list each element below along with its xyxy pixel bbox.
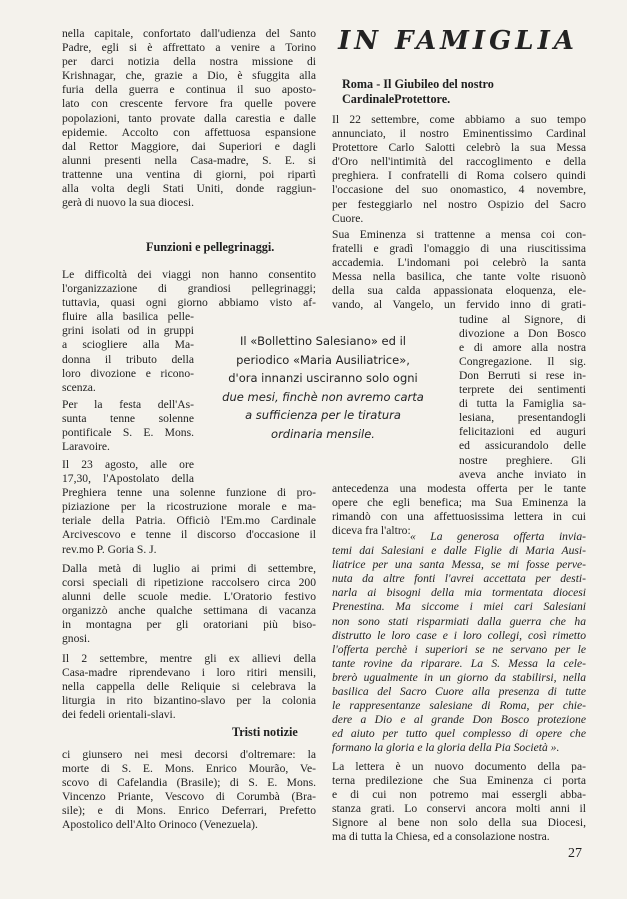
text-line: Cuore. (332, 211, 364, 225)
text-line: di tutta la Famiglia sa- (459, 397, 586, 411)
article-title-roma (342, 77, 592, 106)
text-line: Protettore Carlo Salotti celebrò la sua Messa (332, 141, 586, 155)
text-line: dei fedeli orientali-slavi. (62, 708, 176, 722)
text-line: lesiana, presentandogli (459, 411, 586, 425)
text-line: tudine al Signore, di (459, 312, 586, 326)
text-line: pontificale S. E. Mons. (62, 426, 194, 440)
intro-paragraph (62, 27, 316, 210)
section-title-tristi: Tristi notizie (232, 725, 298, 739)
text-line: piziazione per la ricostruzione morale e ma- (62, 500, 316, 514)
text-line: brerò ugualmente in un giorno da stabilirsi, nella (332, 670, 586, 684)
text-line: felicitazioni ed auguri (459, 425, 586, 439)
text-line: rimandò con una affettuosissima lettera in cui (332, 509, 586, 523)
text-line: ci giunsero nei mesi decorsi d'oltremare: la (62, 748, 316, 761)
funzioni-paragraph-3 (62, 458, 316, 557)
text-line: 17,30, l'Apostolato della (62, 472, 194, 486)
text-line: narla ai bisogni della mia tormentata diocesi (332, 586, 586, 600)
tristi-paragraph (62, 748, 316, 833)
text-line: morte di S. E. Mons. Enrico Mourão, Ve- (62, 762, 316, 776)
text-line: formano la gloria e la gloria della Pia Società ». (332, 741, 560, 755)
text-line: Congregazione. Il sig. (459, 354, 586, 368)
text-line: liatrice per una santa Messa, se mi fosse perve- (332, 558, 586, 572)
text-line: teriale della Patria. Officiò l'Em.mo Cardinale (62, 514, 316, 528)
text-line: grini isolati od in gruppi (62, 324, 194, 338)
text-line: gerà di nuovo la sua diocesi. (62, 196, 195, 210)
page-number: 27 (568, 846, 582, 861)
text-line: Messa nella basilica, che tante volte risuonò (332, 270, 586, 284)
text-line: distrutto le loro case e i loro collegi, così rimetto (332, 628, 586, 642)
text-line: d'Oro nell'intimità del raccoglimento e della (332, 155, 586, 169)
text-line: a sciogliere alla Ma- (62, 338, 194, 352)
text-line: Le difficoltà dei viaggi non hanno consentito (62, 268, 316, 281)
text-line: divozione a Don Bosco (459, 326, 586, 340)
text-line: vando, al Vangelo, un fervido inno di grati- (332, 298, 586, 312)
funzioni-paragraph-5 (62, 652, 316, 722)
text-line: opere che egli benefica; ma Sua Eminenza la (332, 495, 586, 509)
text-line: Krishnagar, che, grazie a Dio, è sfuggita alla (62, 69, 316, 83)
text-line: per festeggiarlo nel nostro Ospizio del Sacro (332, 197, 586, 211)
text-line: Preghiera tenne una solenne funzione di pro- (62, 486, 316, 500)
text-line: Protettore. (394, 91, 451, 106)
section-title-funzioni: Funzioni e pellegrinaggi. (146, 240, 275, 254)
funzioni-paragraph-2 (62, 398, 194, 454)
text-line: in montagna per gli oratoriani più biso- (62, 618, 316, 632)
text-line: d'ora innanzi usciranno solo ogni (228, 371, 418, 386)
text-line: Prenestina. Ma siccome i miei cari Salesiani (332, 600, 586, 614)
text-line: Per la festa dell'As- (62, 398, 194, 411)
text-line: e di cui non potremo mai essergli abba- (332, 788, 586, 802)
text-line: trattenne una ventina di giorni, poi ripartì (62, 167, 316, 181)
text-line: l'offerta perchè i superiori se ne servano per le (332, 642, 586, 656)
text-line: liturgia in rito bizantino-slavo per la colonia (62, 694, 316, 708)
quote-paragraph (332, 530, 586, 756)
masthead-title: IN FAMIGLIA (338, 26, 578, 56)
text-line: nella capitale, confortato dall'udienza del Santo (62, 27, 316, 40)
text-line: Il 23 agosto, alle ore (62, 458, 194, 471)
text-line: sile); e di Mons. Enrico Deferrari, Prefetto (62, 804, 316, 818)
text-line: annunciato, il nostro Eminentissimo Cardinal (332, 127, 586, 141)
text-line: ed assicurandolo delle (459, 439, 586, 453)
text-line: ed aiuto per tutto quel complesso di opere che (332, 727, 586, 741)
text-line: antecedenza una modesta offerta per le tante (332, 481, 586, 495)
text-line: Il 2 settembre, mentre gli ex allievi della (62, 652, 316, 665)
text-line: ma di tutta la Chiesa, ed a consolazione nostra. (332, 830, 550, 844)
text-line: La lettera è un nuovo documento della pa- (332, 760, 586, 773)
text-line: alla volta degli Stati Uniti, donde raggiun- (62, 182, 316, 196)
text-line: Laravoire. (62, 440, 110, 454)
text-line: temi dai Salesiani e dalle Figlie di Maria Ausi- (332, 544, 586, 558)
text-line: Dalla metà di luglio ai primi di settembre, (62, 562, 316, 575)
text-line: tuttavia, quasi ogni giorno abbiamo visto af- (62, 296, 316, 310)
text-line: alunni presenti nella Casa-madre, S. E. si (62, 153, 316, 167)
text-line: scenza. (62, 380, 96, 394)
text-line: alunni delle scuole medie. L'Oratorio festivo (62, 590, 316, 604)
text-line: dere a Dio e al grande Don Bosco protezione (332, 713, 586, 727)
text-line: a sufficienza per le tiratura (245, 408, 401, 423)
text-line: per darci notizia della nostra missione di (62, 55, 316, 69)
text-line: « La generosa offerta invia- (410, 530, 586, 543)
text-line: fluire alla basilica pelle- (62, 310, 194, 324)
text-line: le rappresentanze salesiane di Roma, per chie- (332, 699, 586, 713)
text-line: lato con crescente fervore fra quelle povere (62, 97, 316, 111)
text-line: accademia. L'indomani poi celebrò la santa (332, 256, 586, 270)
text-line: due mesi, finchè non avremo carta (222, 389, 424, 404)
text-line: preghiera. I confratelli di Roma colsero quindi (332, 169, 586, 183)
text-line: Il 22 settembre, come abbiamo a suo tempo (332, 113, 586, 126)
text-line: fratelli e gradì l'omaggio di una riuscitissima (332, 242, 586, 256)
text-line: ordinaria mensile. (271, 426, 375, 441)
text-line: terna predilezione che Sua Eminenza ci porta (332, 774, 586, 788)
text-line: l'occasione del suo onomastico, 4 novembre, (332, 183, 586, 197)
text-line: epidemie. Accolto con affettuosa espansione (62, 125, 316, 139)
text-line: nuta da altre fonti l'avrei accettata per desti- (332, 572, 586, 586)
text-line: Casa-madre riprendevano i loro ritiri mensili, (62, 666, 316, 680)
text-line: nella cappella delle Reliquie si celebrava la (62, 680, 316, 694)
text-line: e di amore alla nostra (459, 340, 586, 354)
text-line: popolazioni, tanto provate dalla carestia e dalle (62, 111, 316, 125)
text-line: Don Berruti si rese in- (459, 368, 586, 382)
roma-paragraph-3 (332, 760, 586, 845)
text-line: Padre, egli si è affrettato a venire a Torino (62, 41, 316, 55)
text-line: Vincenzo Priante, Vescovo di Corumbà (Bra- (62, 790, 316, 804)
text-line: furia della guerra e continua il suo aposto- (62, 83, 316, 97)
text-line: periodico «Maria Ausiliatrice», (236, 352, 410, 367)
funzioni-paragraph-4 (62, 562, 316, 647)
text-line: non sono stati risparmiati dalla guerra che ha (332, 614, 586, 628)
text-line: Arcivescovo e tenne il discorso d'occasione il (62, 528, 316, 542)
text-line: donna il tributo della (62, 352, 194, 366)
text-line: nostre preghiere. Gli (459, 453, 586, 467)
text-line: aveva anche inviato in (459, 467, 586, 481)
text-line: gnosi. (62, 632, 91, 646)
text-line: organizzò anche qualche settimana di vacanza (62, 604, 316, 618)
roma-paragraph-1 (332, 113, 586, 226)
text-line: terprete dei sentimenti (459, 383, 586, 397)
text-line: dal Rettor Maggiore, dai Superiori e dagli (62, 139, 316, 153)
text-line: scovo di Cafelandia (Brasile); di S. E. Mons. (62, 776, 316, 790)
text-line: Roma - Il Giubileo del nostro Cardinale (342, 77, 494, 106)
text-line: Signore al bene non solo della sua Diocesi, (332, 816, 586, 830)
text-line: diceva fra l'altro: (332, 523, 411, 537)
text-line: basilica del Sacro Cuore alla presenza di tutte (332, 685, 586, 699)
text-line: rev.mo P. Goria S. J. (62, 542, 157, 556)
text-line: corsi speciali di ripetizione raccolsero circa 200 (62, 576, 316, 590)
text-line: della sua calda appassionata eloquenza, ele- (332, 284, 586, 298)
text-line: loro divozione e ricono- (62, 366, 194, 380)
text-line: l'organizzazione di grandiosi pellegrinaggi; (62, 282, 316, 296)
text-line: sunta tenne solenne (62, 412, 194, 426)
text-line: tante rovine da riparare. La S. Messa la cele- (332, 656, 586, 670)
publication-notice (200, 332, 446, 444)
text-line: stanza grati. Lo conservi ancora molti anni il (332, 802, 586, 816)
text-line: Apostolico dell'Alto Orinoco (Venezuela). (62, 818, 258, 832)
text-line: Il «Bollettino Salesiano» ed il (240, 334, 406, 348)
text-line: Sua Eminenza si trattenne a mensa coi con- (332, 228, 586, 241)
